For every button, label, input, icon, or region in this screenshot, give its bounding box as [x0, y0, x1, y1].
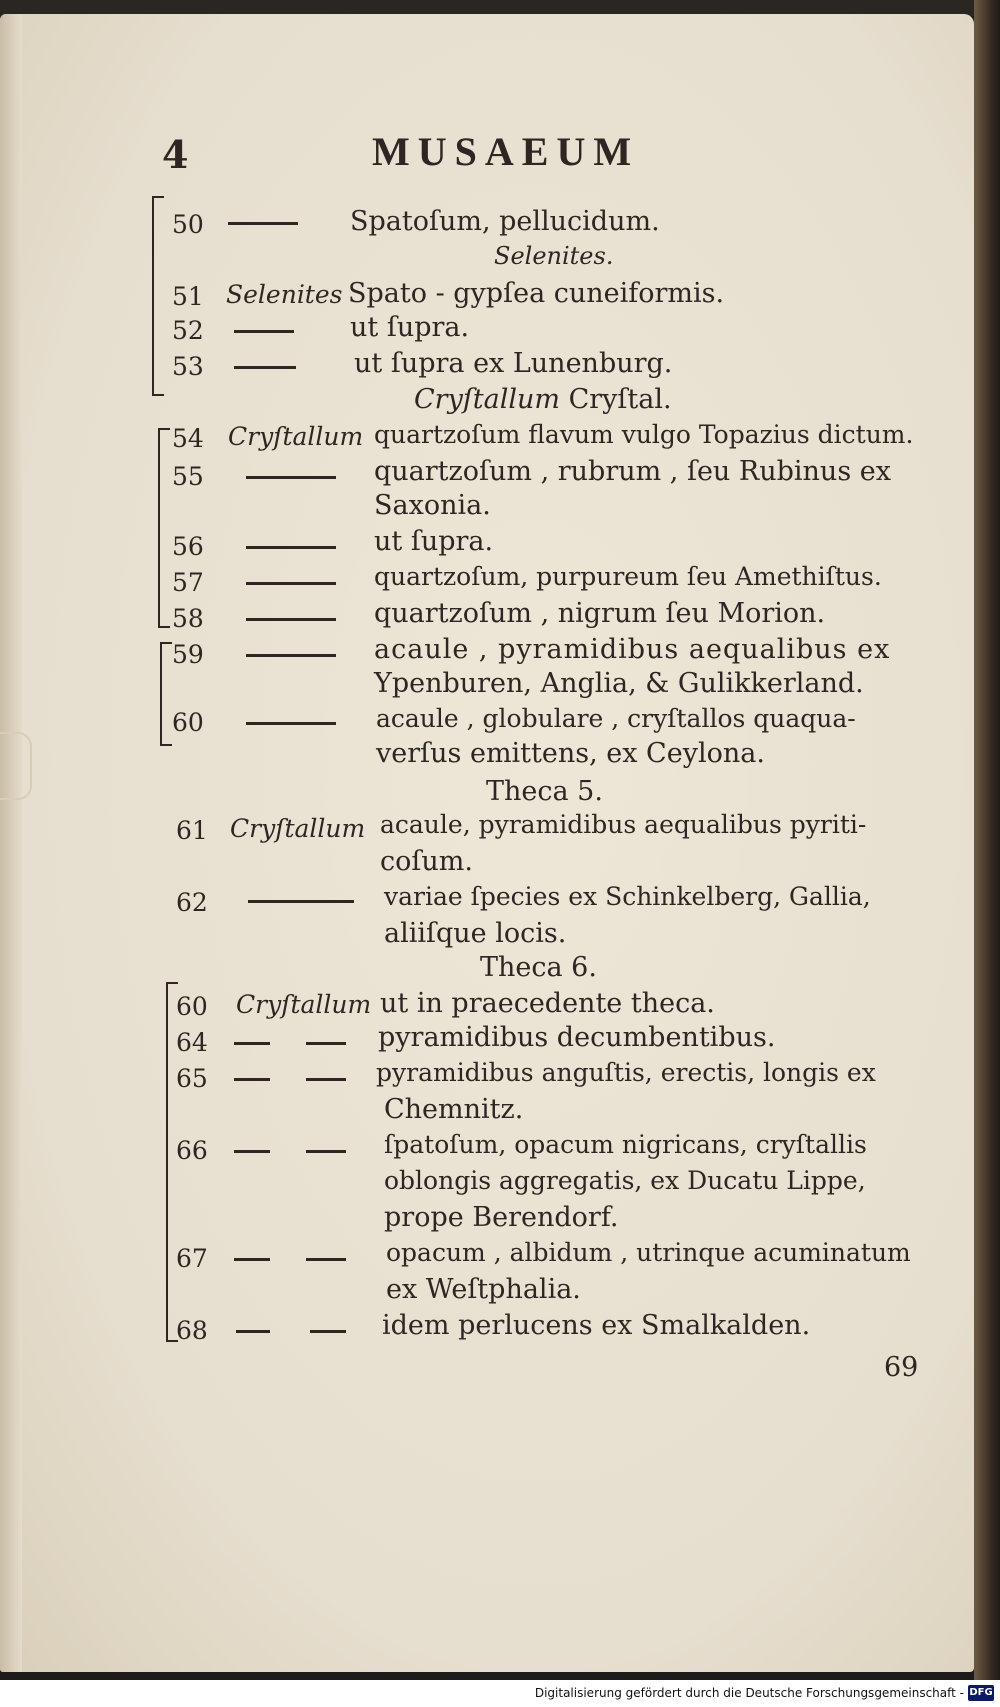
entry-description: opacum , albidum , utrinque acuminatum [386, 1238, 911, 1267]
entry-number: 61 [176, 816, 208, 845]
section-heading: Selenites. [494, 242, 614, 270]
entry-description: pyramidibus decumbentibus. [378, 1022, 776, 1053]
ditto-dash [234, 1258, 270, 1261]
entry-number: 66 [176, 1136, 208, 1165]
section-heading-italic: Cryſtallum [414, 384, 561, 415]
entry-description: quartzoſum , nigrum ſeu Morion. [374, 598, 826, 629]
entry-description-cont: verſus emittens, ex Ceylona. [376, 738, 765, 769]
entry-number: 60 [176, 992, 208, 1021]
entry-description: ut ſupra ex Lunenburg. [354, 348, 673, 379]
ditto-dash [310, 1330, 346, 1333]
ditto-dash [234, 1078, 270, 1081]
entry-number: 58 [172, 604, 204, 633]
ditto-dash [234, 366, 296, 369]
entry-description: ut ſupra. [374, 526, 494, 557]
entry-number: 51 [172, 282, 204, 311]
section-heading: Theca 6. [480, 952, 597, 983]
entry-description-cont: oblongis aggregatis, ex Ducatu Lippe, [384, 1166, 866, 1195]
entry-description-cont: Ypenburen, Anglia, & Gulikkerland. [374, 668, 864, 699]
bracket-group [158, 428, 170, 628]
entry-number: 50 [172, 210, 204, 239]
entry-description: ut ſupra. [350, 312, 470, 343]
ditto-dash [228, 222, 298, 225]
entry-description-cont: aliiſque locis. [384, 918, 567, 949]
ditto-dash [306, 1258, 346, 1261]
running-head: MUSAEUM [372, 129, 640, 174]
entry-description: variae ſpecies ex Schinkelberg, Gallia, [384, 882, 871, 911]
bracket-group [160, 642, 172, 746]
entry-genus: Cryſtallum [228, 422, 364, 451]
ditto-dash [236, 1330, 270, 1333]
entry-genus: Cryſtallum [230, 814, 366, 843]
ditto-dash [306, 1150, 346, 1153]
entry-number: 64 [176, 1028, 208, 1057]
entry-description-cont: coſum. [380, 846, 473, 877]
entry-description: quartzoſum flavum vulgo Topazius dictum. [374, 420, 914, 449]
entry-number: 52 [172, 316, 204, 345]
bracket-group [152, 196, 164, 396]
entry-description: acaule , globulare , cryſtallos quaqua- [376, 704, 856, 733]
entry-number: 68 [176, 1316, 208, 1345]
entry-description: Spato - gypſea cuneiformis. [348, 278, 725, 309]
section-heading [414, 384, 672, 415]
entry-number: 59 [172, 640, 204, 669]
catchword: 69 [884, 1352, 919, 1383]
book-page [0, 14, 974, 1672]
ditto-dash [246, 476, 336, 479]
entry-description: idem perlucens ex Smalkalden. [382, 1310, 811, 1341]
entry-number: 67 [176, 1244, 208, 1273]
entry-description: quartzoſum , rubrum , ſeu Rubinus ex [374, 456, 891, 487]
entry-number: 62 [176, 888, 208, 917]
ditto-dash [246, 618, 336, 621]
entry-description-cont: prope Berendorf. [384, 1202, 619, 1233]
entry-description: acaule , pyramidibus aequalibus ex [374, 634, 891, 665]
ditto-dash [248, 900, 354, 903]
entry-number: 54 [172, 424, 204, 453]
dfg-logo: DFG [968, 1685, 994, 1701]
ditto-dash [306, 1042, 346, 1045]
page-number: 4 [162, 132, 189, 177]
section-heading-rest: Cryſtal. [560, 384, 672, 415]
ditto-dash [234, 1150, 270, 1153]
entry-number: 57 [172, 568, 204, 597]
entry-description-cont: Saxonia. [374, 490, 491, 521]
ditto-dash [246, 546, 336, 549]
entry-description-cont: ex Weſtphalia. [386, 1274, 581, 1305]
entry-number: 55 [172, 462, 204, 491]
ditto-dash [306, 1078, 346, 1081]
ditto-dash [246, 582, 336, 585]
entry-description: Spatoſum, pellucidum. [350, 206, 660, 237]
entry-description: pyramidibus anguſtis, erectis, longis ex [376, 1058, 876, 1087]
ditto-dash [234, 330, 294, 333]
entry-genus: Selenites [226, 280, 343, 309]
section-heading: Theca 5. [486, 776, 603, 807]
entry-number: 53 [172, 352, 204, 381]
entry-number: 56 [172, 532, 204, 561]
ditto-dash [246, 654, 336, 657]
entry-description: ſpatoſum, opacum nigricans, cryſtallis [384, 1130, 867, 1159]
entry-description: ut in praecedente theca. [380, 988, 715, 1019]
book-edge [974, 0, 1000, 1707]
footer-credit: Digitalisierung gefördert durch die Deutsche Forschungsgemeinschaft - [534, 1686, 964, 1700]
entry-number: 60 [172, 708, 204, 737]
page-gutter [0, 14, 22, 1672]
ditto-dash [234, 1042, 270, 1045]
ditto-dash [246, 722, 336, 725]
binding-stitch [0, 732, 32, 800]
entry-description: quartzoſum, purpureum ſeu Amethiſtus. [374, 562, 882, 591]
entry-number: 65 [176, 1064, 208, 1093]
entry-description: acaule, pyramidibus aequalibus pyriti- [380, 810, 867, 839]
entry-description-cont: Chemnitz. [384, 1094, 524, 1125]
entry-genus: Cryſtallum [236, 990, 372, 1019]
